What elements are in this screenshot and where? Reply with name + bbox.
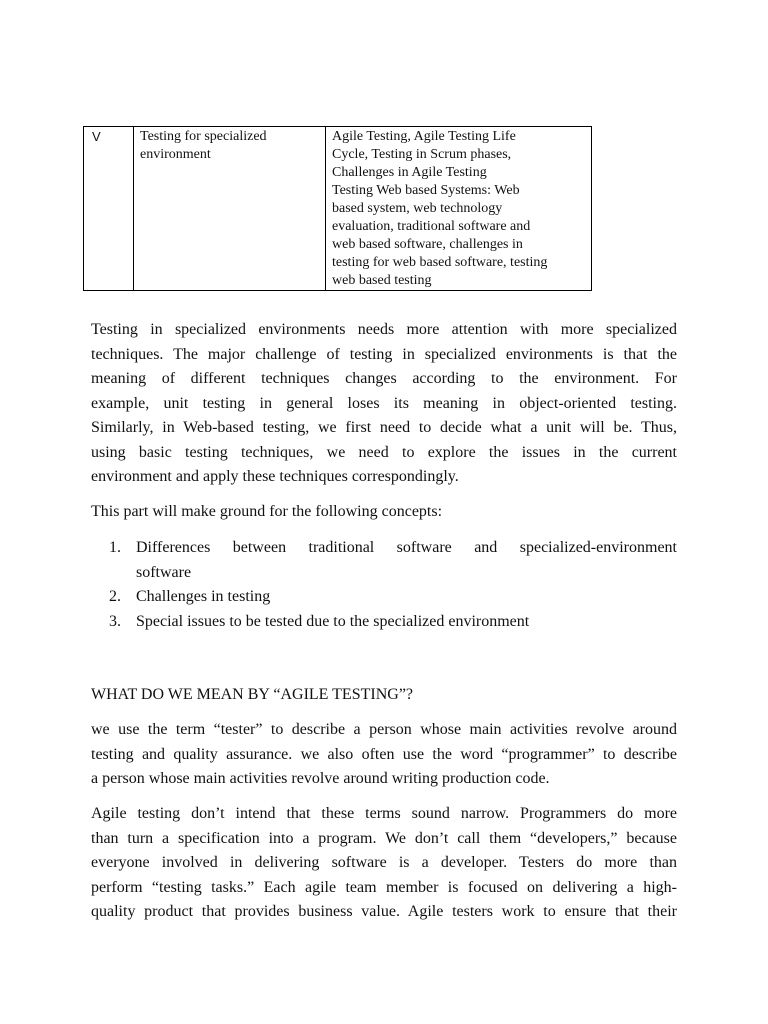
list-number: 3. xyxy=(109,612,121,630)
unit-content-line: Cycle, Testing in Scrum phases, xyxy=(332,147,512,162)
paragraph-line: Similarly, in Web-based testing, we first need to decide what a unit will be. Thus, xyxy=(91,419,677,436)
agile-testing-paragraph xyxy=(91,802,677,925)
list-item xyxy=(91,536,677,585)
list-item xyxy=(91,610,677,635)
unit-topic-line: environment xyxy=(140,147,211,162)
table-row xyxy=(84,127,592,291)
syllabus-table xyxy=(83,126,592,291)
paragraph-line: Testing in specialized environments needs more attention with more specialized xyxy=(91,321,677,338)
list-item xyxy=(91,585,677,610)
paragraph-line: perform “testing tasks.” Each agile team member is focused on delivering a high- xyxy=(91,878,677,896)
paragraph-line: than turn a specification into a program. We don’t call them “developers,” because xyxy=(91,829,677,847)
list-number: 2. xyxy=(109,588,121,605)
list-item-line: software xyxy=(136,563,192,581)
unit-topic-cell xyxy=(134,127,326,291)
unit-content-line: testing for web based software, testing xyxy=(332,255,548,270)
intro-paragraph xyxy=(91,318,677,490)
list-number: 1. xyxy=(109,539,121,556)
paragraph-line: quality product that provides business value. Agile testers work to ensure that their xyxy=(91,903,677,920)
paragraph-line: we use the term “tester” to describe a person whose main activities revolve around xyxy=(91,721,677,738)
paragraph-line: Agile testing don’t intend that these terms sound narrow. Programmers do more xyxy=(91,805,677,822)
unit-content-cell xyxy=(326,127,592,291)
concepts-intro: This part will make ground for the following concepts: xyxy=(91,503,443,520)
unit-content-line: Agile Testing, Agile Testing Life xyxy=(332,129,516,144)
paragraph-line: techniques. The major challenge of testing in specialized environments is that the xyxy=(91,345,677,363)
unit-number-cell xyxy=(84,127,134,291)
tester-definition-paragraph xyxy=(91,718,677,792)
paragraph-line: everyone involved in delivering software is a developer. Testers do more than xyxy=(91,854,677,871)
unit-content-line: Testing Web based Systems: Web xyxy=(332,183,520,198)
unit-content-line: based system, web technology xyxy=(332,201,503,216)
paragraph-line: testing and quality assurance. we also often use the word “programmer” to describe xyxy=(91,745,677,763)
section-heading: WHAT DO WE MEAN BY “AGILE TESTING”? xyxy=(91,686,414,703)
list-item-line: Differences between traditional software and specialized-environment xyxy=(136,539,677,556)
list-item-line: Special issues to be tested due to the specialized environment xyxy=(136,612,530,630)
unit-content-line: web based software, challenges in xyxy=(332,237,523,252)
paragraph-line: example, unit testing in general loses its meaning in object-oriented testing. xyxy=(91,394,677,412)
list-item-line: Challenges in testing xyxy=(136,588,271,605)
paragraph-line: meaning of different techniques changes according to the environment. For xyxy=(91,370,677,387)
unit-content-line: Challenges in Agile Testing xyxy=(332,165,487,180)
paragraph-line: a person whose main activities revolve around writing production code. xyxy=(91,770,550,787)
unit-content-line: web based testing xyxy=(332,273,432,288)
unit-content-line: evaluation, traditional software and xyxy=(332,219,531,234)
concepts-list xyxy=(91,536,677,634)
unit-topic-line: Testing for specialized xyxy=(140,129,267,144)
paragraph-line: using basic testing techniques, we need to explore the issues in the current xyxy=(91,443,677,461)
unit-number: V xyxy=(92,129,101,144)
paragraph-line: environment and apply these techniques correspondingly. xyxy=(91,468,459,485)
